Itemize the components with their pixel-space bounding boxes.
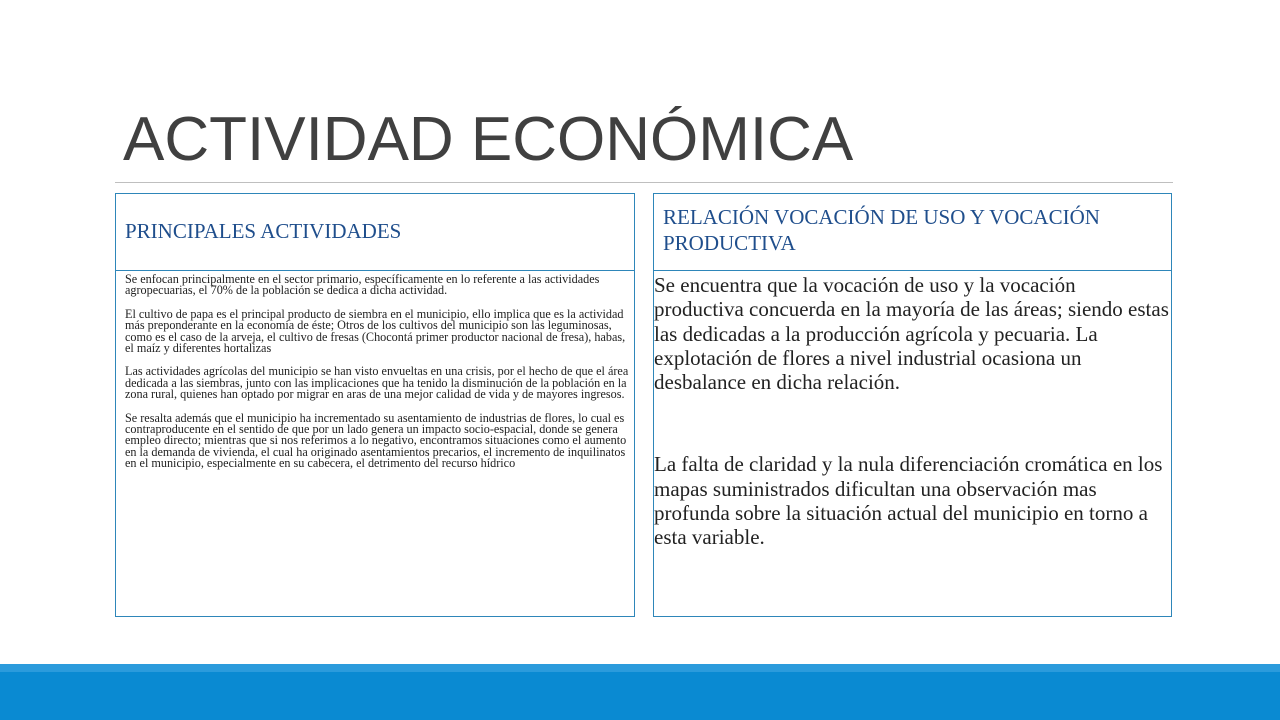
principales-actividades-panel (115, 193, 635, 617)
paragraph: Se enfocan principalmente en el sector primario, específicamente en lo referente a las actividades agropecuarias, el 70% de la población se dedica a dicha actividad. (125, 272, 600, 298)
paragraph: Se resalta además que el municipio ha incrementado su asentamiento de industrias de flores, lo cual es contraproducente en el sentido de que por un lado genera un impacto socio-espacial, donde se genera empleo directo; mientras que si nos referimos a lo negativo, encontramos situaciones como el aumento en la demanda de vivienda, el cual ha originado asentamientos precarios, el incremento de inquilinatos en el municipio, especialmente en su cabecera, el detrimento del recurso hídrico (125, 410, 627, 471)
paragraph: El cultivo de papa es el principal producto de siembra en el municipio, ello implica que es la actividad más preponderante en la economía de éste; Otros de los cultivos del municipio son las leguminosas, como es el caso de la arveja, el cultivo de fresas (Chocontá primer productor nacional de fresa), habas, el maíz y diferentes hortalizas (125, 306, 626, 356)
panel-body (654, 273, 1169, 550)
footer-accent-stripe (0, 664, 1280, 672)
relacion-vocacion-panel (653, 193, 1172, 617)
panel-header (116, 194, 634, 271)
paragraph: Las actividades agrícolas del municipio se han visto envueltas en una crisis, por el hecho de que el área dedicada a las siembras, junto con las implicaciones que ha tenido la disminución de la población en la zona rural, quienes han optado por migrar en aras de una mejor calidad de vida y de mayores ingresos. (125, 364, 629, 402)
panel-heading: PRINCIPALES ACTIVIDADES (125, 219, 402, 243)
panel-body (125, 274, 633, 482)
footer-accent-bar (0, 664, 1280, 720)
paragraph: Se encuentra que la vocación de uso y la vocación productiva concuerda en la mayoría de las áreas; siendo estas las dedicadas a la producción agrícola y pecuaria. La explotación de flores a nivel industrial ocasiona un desbalance en dicha relación. (654, 273, 1169, 395)
slide-title: ACTIVIDAD ECONÓMICA (123, 105, 854, 174)
panel-header (654, 194, 1171, 271)
paragraph: La falta de claridad y la nula diferenciación cromática en los mapas suministrados dificultan una observación mas profunda sobre la situación actual del municipio en torno a esta variable. (654, 452, 1163, 550)
title-divider (115, 182, 1173, 183)
panel-heading: RELACIÓN VOCACIÓN DE USO Y VOCACIÓN PRODUCTIVA (663, 205, 1100, 255)
